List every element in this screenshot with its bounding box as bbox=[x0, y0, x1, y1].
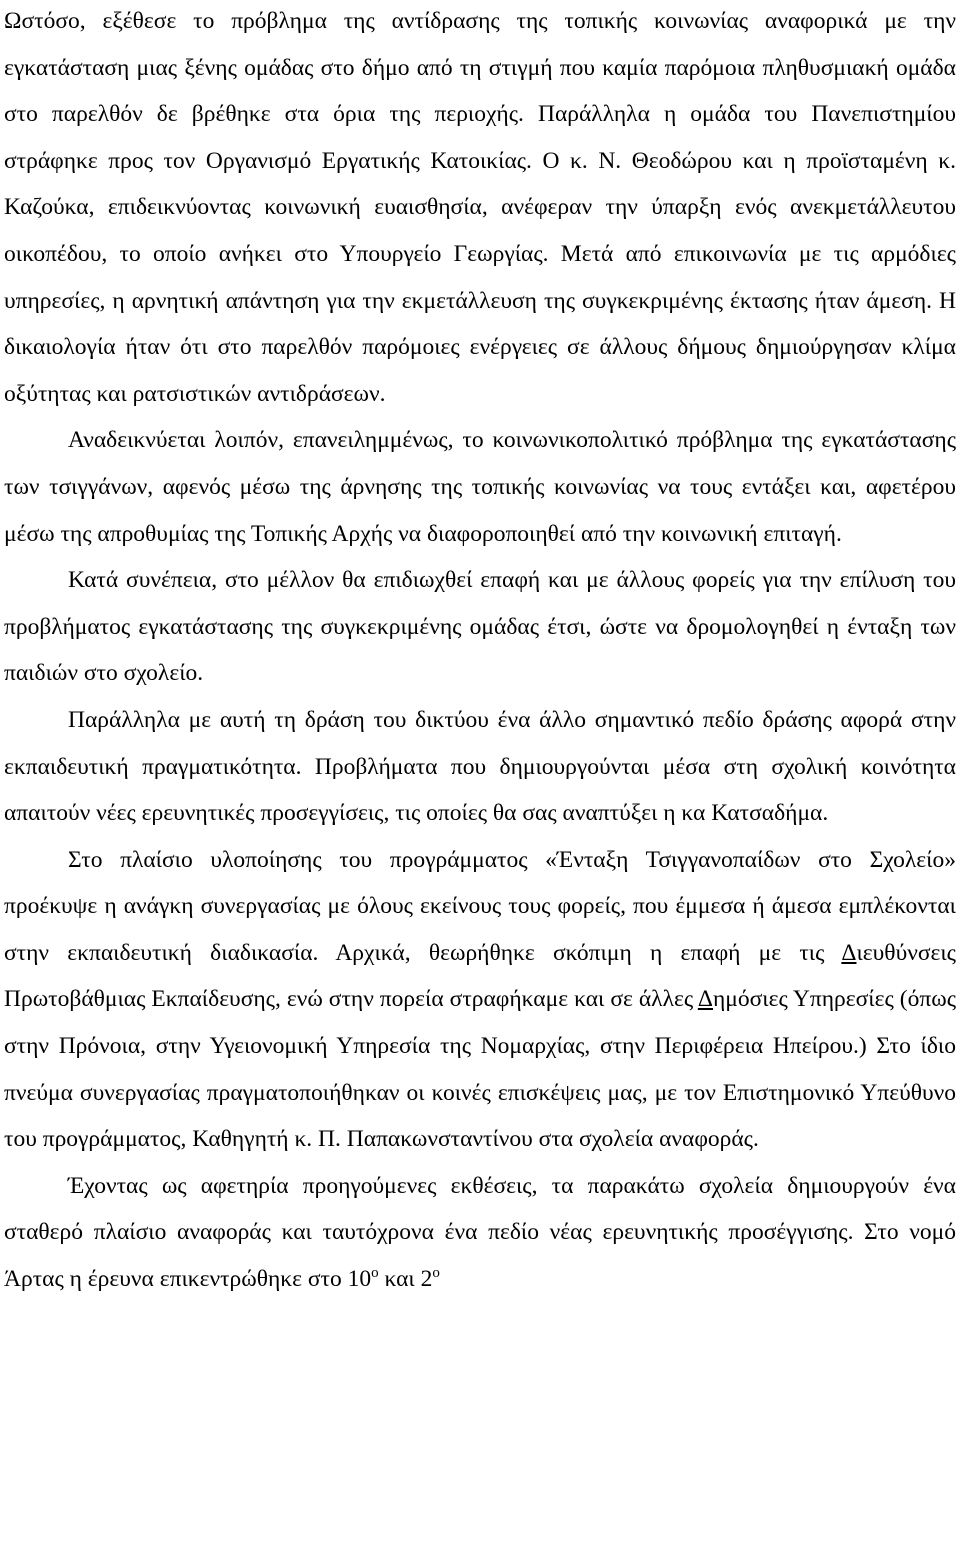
paragraph-5 bbox=[4, 837, 956, 1163]
paragraph-6-text-a: Έχοντας ως αφετηρία προηγούμενες εκθέσεις, τα παρακάτω σχολεία δημιουργούν ένα σταθερό πλαίσιο αναφοράς και ταυτόχρονα ένα πεδίο νέας ερευνητικής προσέγγισης. Στο νομό Άρτας η έρευνα επικεντρώθηκε στο 10 bbox=[4, 1172, 956, 1293]
paragraph-5-text-c: ημόσιες Υπηρεσίες (όπως στην Πρόνοια, στην Υγειονομική Υπηρεσία της Νομαρχίας, στην Περιφέρεια Ηπείρου.) Στο ίδιο πνεύμα συνεργασίας πραγματοποιήθηκαν οι κοινές επισκέψεις μας, με τον Επιστημονικό Υπεύθυνο του προγράμματος, Καθηγητή κ. Π. Παπακωνσταντίνου στα σχολεία αναφοράς. bbox=[4, 986, 957, 1153]
paragraph-4-text: Παράλληλα με αυτή τη δράση του δικτύου ένα άλλο σημαντικό πεδίο δράσης αφορά στην εκπαιδευτική πραγματικότητα. Προβλήματα που δημιουργούνται μέσα στη σχολική κοινότητα απαιτούν νέες ερευνητικές προσεγγίσεις, τις οποίες θα σας αναπτύξει η κα Κατσαδήμα. bbox=[4, 706, 956, 827]
paragraph-1b-text: Παράλληλα η ομάδα του Πανεπιστημίου στράφηκε προς τον Οργανισμό Εργατικής Κατοικίας. Ο κ. Ν. Θεοδώρου και η προϊσταμένη κ. Καζούκα, επιδεικνύοντας κοινωνική ευαισθησία, ανέφεραν την ύπαρξη ενός ανεκμετάλλευτου οικοπέδου, το οποίο ανήκει στο Υπουργείο Γεωργίας. Μετά από επικοινωνία με τις αρμόδιες υπηρεσίες, η αρνητική απάντηση για την εκμετάλλευση της συγκεκριμένης έκτασης ήταν άμεση. Η δικαιολογία ήταν ότι στο παρελθόν παρόμοιες ενέργειες σε άλλους δήμους δημιούργησαν κλίμα οξύτητας και ρατσιστικών αντιδράσεων. bbox=[4, 101, 956, 407]
document-page bbox=[4, 0, 956, 1303]
paragraph-1-text: Ωστόσο, εξέθεσε το πρόβλημα της αντίδρασης της τοπικής κοινωνίας αναφορικά με την εγκατάσταση μιας ξένης ομάδας στο δήμο από τη στιγμή που καμία παρόμοια πληθυσμιακή ομάδα στο παρελθόν δε βρέθηκε στα όρια της περιοχής. bbox=[4, 8, 956, 128]
paragraph-6-superscript-2: ο bbox=[432, 1265, 440, 1282]
paragraph-5-underlined-letter-2: Δ bbox=[697, 986, 713, 1013]
paragraph-3 bbox=[4, 557, 956, 697]
paragraph-5-text-a: Στο πλαίσιο υλοποίησης του προγράμματος «Ένταξη Τσιγγανοπαίδων στο Σχολείο» προέκυψε η ανάγκη συνεργασίας με όλους εκείνους τους φορείς, που έμμεσα ή άμεσα εμπλέκονται στην εκπαιδευτική διαδικασία. Αρχικά, θεωρήθηκε σκόπιμη η επαφή με τις bbox=[4, 846, 956, 966]
paragraph-6-text-b: και 2 bbox=[378, 1266, 433, 1293]
paragraph-6 bbox=[4, 1163, 956, 1303]
paragraph-2-text: Αναδεικνύεται λοιπόν, επανειλημμένως, το κοινωνικοπολιτικό πρόβλημα της εγκατάστασης των τσιγγάνων, αφενός μέσω της άρνησης της τοπικής κοινωνίας να τους εντάξει και, αφετέρου μέσω της απροθυμίας της Τοπικής Αρχής να διαφοροποιηθεί από την κοινωνική επιταγή. bbox=[4, 427, 956, 547]
paragraph-4 bbox=[4, 697, 956, 837]
paragraph-5-underlined-letter-1: Δ bbox=[841, 939, 857, 966]
paragraph-5-text-b: ιευθύνσεις Πρωτοβάθμιας Εκπαίδευσης, ενώ στην πορεία στραφήκαμε και σε άλλες bbox=[4, 939, 956, 1013]
paragraph-2 bbox=[4, 417, 956, 557]
paragraph-3-text: Κατά συνέπεια, στο μέλλον θα επιδιωχθεί επαφή και με άλλους φορείς για την επίλυση του προβλήματος εγκατάστασης της συγκεκριμένης ομάδας έτσι, ώστε να δρομολογηθεί η ένταξη των παιδιών στο σχολείο. bbox=[4, 567, 956, 687]
paragraph-1 bbox=[4, 0, 956, 417]
paragraph-6-superscript-1: ο bbox=[371, 1265, 379, 1282]
